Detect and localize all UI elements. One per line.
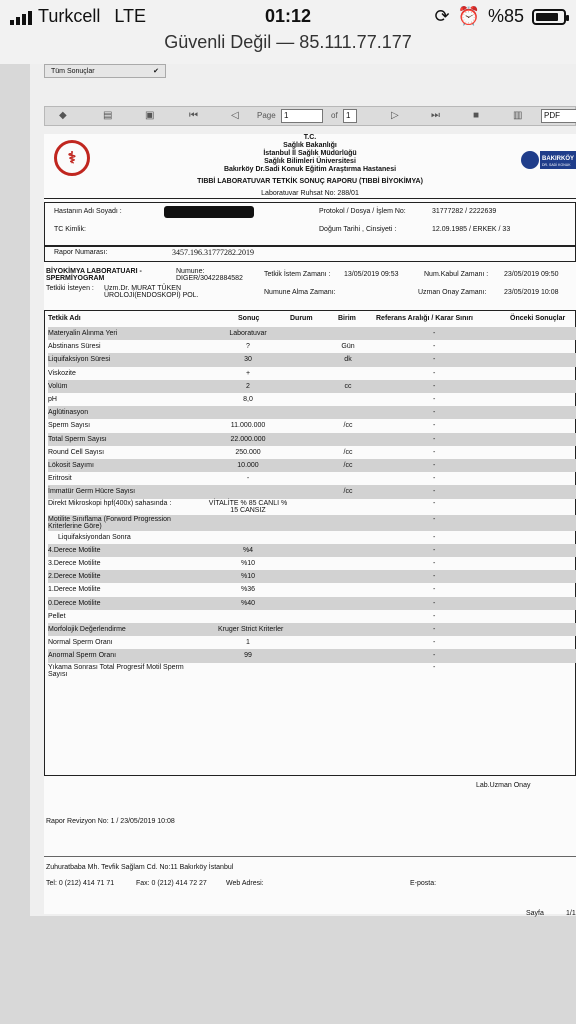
table-row [48, 406, 576, 419]
test-result: 11.000.000 [230, 422, 266, 430]
test-unit: /cc [343, 422, 353, 430]
test-reference: - [433, 488, 436, 496]
sample-label: Numune: [176, 268, 205, 275]
test-reference: - [433, 612, 436, 620]
test-result: ? [246, 343, 250, 351]
report-number-value: 3457.196.31777282.2019 [172, 248, 254, 257]
next-page-icon[interactable]: ▷ [391, 110, 399, 121]
table-row [48, 485, 576, 498]
report-number-box [44, 246, 576, 262]
export-format-icon[interactable]: ▥ [513, 110, 523, 121]
test-reference: - [433, 475, 436, 483]
table-row [48, 597, 576, 610]
battery-fill [536, 13, 558, 21]
col-status: Durum [290, 315, 313, 322]
col-previous: Önceki Sonuçlar [510, 315, 566, 322]
table-row [48, 380, 576, 393]
accept-value: 23/05/2019 09:50 [504, 271, 559, 278]
test-name: Eritrosit [48, 475, 72, 483]
requester-dept: ÜROLOJİ(ENDOSKOPİ) POL. [104, 292, 199, 299]
license-number: Laboratuvar Ruhsat No: 288/01 [261, 190, 359, 197]
report-toolbar [44, 106, 576, 126]
table-row [48, 499, 576, 515]
status-icons [434, 6, 566, 27]
table-row [48, 636, 576, 649]
hospital-address: Zuhuratbaba Mh. Tevfik Sağlam Cd. No:11 Bakırköy İstanbul [46, 864, 234, 871]
table-row [48, 649, 576, 662]
table-row [48, 446, 576, 459]
header-line-4: Sağlık Bilimleri Üniversitesi [264, 158, 356, 165]
test-reference: - [433, 396, 436, 403]
test-result: + [245, 369, 251, 377]
accept-label: Num.Kabul Zamanı : [424, 271, 489, 278]
test-unit: /cc [343, 462, 353, 469]
total-pages-field: 1 [343, 109, 357, 123]
table-row [48, 472, 576, 485]
table-row [48, 570, 576, 583]
protocol-label: Protokol / Dosya / İşlem No: [319, 208, 406, 215]
test-name: Liquifaksiyondan Sonra [58, 533, 131, 541]
table-row [48, 557, 576, 570]
test-name: Motilite Sınıflama (Forword Progression [48, 515, 171, 523]
test-reference: - [433, 586, 436, 594]
report-number-label: Rapor Numarası: [54, 249, 108, 256]
table-row [48, 393, 576, 406]
table-row [48, 515, 576, 531]
test-result: %40 [240, 599, 255, 607]
approve-label: Uzman Onay Zamanı: [418, 289, 487, 296]
test-name: Liquifaksiyon Süresi [48, 356, 111, 364]
test-reference: - [433, 626, 436, 633]
test-name-cont: Sayısı [48, 670, 68, 678]
test-name: Morfolojik Değerlendirme [48, 626, 126, 633]
web-address-label: Web Adresi: [226, 880, 264, 887]
email-label: E-posta: [410, 880, 437, 887]
col-test-name: Tetkik Adı [48, 315, 81, 322]
test-name-cont: Kriterlerine Göre) [48, 522, 102, 530]
request-time-label: Tetkik İstem Zamanı : [264, 271, 331, 278]
col-unit: Birim [338, 315, 356, 322]
test-reference: - [433, 462, 436, 469]
test-name: Viskozite [48, 369, 76, 377]
test-reference: - [433, 448, 436, 456]
test-result: 10.000 [237, 462, 259, 469]
test-name: 1.Derece Motilite [48, 586, 101, 594]
table-row [48, 544, 576, 557]
request-time-value: 13/05/2019 09:53 [344, 271, 399, 278]
test-name: Aglütinasyon [48, 409, 89, 417]
test-name: Round Cell Sayısı [48, 448, 105, 456]
test-result: %36 [240, 586, 255, 594]
prev-page-icon[interactable]: ◁ [231, 110, 239, 121]
page-count-value: 1/1 [566, 910, 576, 917]
sample-time-label: Numune Alma Zamanı: [264, 289, 336, 296]
test-reference: - [433, 639, 436, 647]
test-reference: - [433, 343, 436, 351]
table-row [48, 623, 576, 636]
test-reference: - [433, 652, 436, 660]
table-row [48, 353, 576, 366]
rotation-lock-icon: ⟳ [434, 6, 450, 26]
test-result: 1 [246, 639, 250, 647]
test-name: Volüm [48, 382, 68, 390]
report-title: TIBBİ LABORATUVAR TETKİK SONUÇ RAPORU (TIBBİ BİYOKİMYA) [197, 178, 423, 185]
report-viewer [30, 64, 576, 916]
test-name: Abstinans Süresi [48, 343, 101, 351]
bookmark-icon[interactable]: ◆ [59, 110, 67, 121]
table-row [48, 663, 576, 679]
lab-approval: Lab.Uzman Onay [476, 782, 531, 789]
test-unit: cc [344, 382, 352, 390]
test-result: 99 [244, 652, 252, 660]
print-icon[interactable]: ▤ [103, 110, 113, 121]
table-row [48, 459, 576, 472]
test-reference: - [433, 546, 436, 554]
address-bar[interactable]: Güvenli Değil — 85.111.77.177 [164, 32, 412, 52]
test-result: %4 [242, 546, 254, 554]
test-name: Yıkama Sonrası Total Progresif Motil Sperm [48, 663, 184, 671]
ios-status-bar [0, 0, 576, 64]
footer-divider [44, 856, 576, 857]
test-reference: - [433, 515, 436, 523]
battery-percent: %85 [487, 6, 524, 26]
test-reference: - [433, 499, 436, 507]
battery-icon [532, 9, 566, 25]
table-row [48, 340, 576, 353]
clock: 01:12 [264, 6, 312, 26]
check-icon: ✔ [153, 68, 159, 75]
test-reference: - [433, 560, 436, 567]
test-name: Direkt Mikroskopi hpf(400x) sahasında : [48, 499, 172, 507]
export-icon[interactable]: ▣ [145, 110, 155, 121]
ministry-of-health-logo: ⚕ [54, 140, 90, 176]
test-reference: - [433, 356, 436, 364]
table-row [48, 610, 576, 623]
lab-name-2: SPERMİYOGRAM [46, 275, 105, 282]
test-reference: - [433, 573, 436, 581]
last-page-icon[interactable]: ⏭ [431, 110, 440, 121]
test-unit: Gün [341, 343, 355, 351]
sample-value: DIGER/30422884582 [176, 275, 243, 282]
page-count-label: Sayfa [526, 910, 544, 917]
test-name: Total Sperm Sayısı [48, 435, 107, 443]
test-name: Normal Sperm Oranı [48, 639, 113, 647]
requester-value: Uzm.Dr. MURAT TÜKEN [104, 285, 182, 292]
test-reference: - [433, 330, 436, 337]
birth-label: Doğum Tarihi , Cinsiyeti : [319, 226, 397, 233]
all-results-label: Tüm Sonuçlar [51, 67, 95, 75]
test-result: VİTALİTE % 85 CANLI % [208, 499, 288, 507]
test-result: 30 [244, 356, 252, 364]
table-row [48, 367, 576, 380]
test-result: 8,0 [243, 396, 253, 403]
divider [44, 198, 576, 199]
test-name: İmmatür Germ Hücre Sayısı [48, 488, 136, 496]
table-row [48, 419, 576, 432]
alarm-icon: ⏰ [457, 6, 480, 26]
hospital-logo-text: BAKIRKÖY [542, 156, 575, 162]
lab-report-document [44, 134, 576, 917]
test-result: 22.000.000 [230, 435, 266, 443]
save-icon[interactable]: ■ [473, 110, 480, 121]
test-result: 2 [246, 382, 250, 390]
test-name: pH [48, 396, 57, 403]
hospital-logo-subtext: DR. SADİ KONUK [542, 163, 571, 167]
network-type: LTE [114, 6, 147, 26]
test-result-cont: 15 CANSIZ [230, 506, 266, 514]
col-reference: Referans Aralığı / Karar Sınırı [376, 315, 473, 322]
test-name: Pellet [48, 612, 66, 620]
header-line-2: Sağlık Bakanlığı [283, 142, 337, 149]
birth-value: 12.09.1985 / ERKEK / 33 [432, 226, 511, 233]
header-line-3: İstanbul İl Sağlık Müdürlüğü [263, 150, 357, 157]
test-name: Lökosit Sayımı [48, 462, 94, 469]
approve-value: 23/05/2019 10:08 [504, 289, 559, 296]
test-result: Kruger Strict Kriterler [218, 626, 284, 633]
test-result: - [246, 475, 250, 483]
test-reference: - [433, 369, 436, 377]
page-label: Page [257, 111, 276, 120]
test-reference: - [433, 422, 436, 430]
lab-name: BİYOKİMYA LABORATUARI - [46, 268, 142, 275]
table-row [48, 583, 576, 596]
test-result: 250.000 [235, 448, 261, 456]
patient-name-label: Hastanın Adı Soyadı : [54, 208, 122, 215]
redacted-name [164, 206, 254, 218]
fax-number: Fax: 0 (212) 414 72 27 [136, 880, 207, 887]
table-row [48, 531, 576, 544]
header-line-5: Bakırköy Dr.Sadi Konuk Eğitim Araştırma Hastanesi [223, 166, 397, 173]
requester-label: Tetkiki İsteyen : [46, 285, 94, 292]
header-line-1: T.C. [303, 134, 317, 141]
test-name: Anormal Sperm Oranı [48, 652, 117, 660]
test-result: %10 [240, 573, 255, 581]
test-unit: dk [344, 356, 352, 364]
revision-info: Rapor Revizyon No: 1 / 23/05/2019 10:08 [46, 818, 175, 825]
test-name: 0.Derece Motilite [48, 599, 101, 607]
carrier-name: Turkcell [38, 6, 101, 26]
test-reference: - [433, 382, 436, 390]
test-unit: /cc [343, 448, 353, 456]
test-unit: /cc [343, 488, 353, 496]
test-name: 2.Derece Motilite [48, 573, 101, 581]
test-reference: - [433, 663, 436, 671]
tc-id-label: TC Kimlik: [54, 226, 86, 233]
test-result: %10 [240, 560, 255, 567]
of-label: of [331, 111, 338, 120]
test-name: 4.Derece Motilite [48, 546, 101, 554]
test-name: 3.Derece Motilite [48, 560, 101, 567]
test-reference: - [433, 435, 436, 443]
test-reference: - [433, 599, 436, 607]
test-result: Laboratuvar [229, 330, 267, 337]
col-result: Sonuç [238, 315, 260, 322]
test-reference: - [433, 533, 436, 541]
test-reference: - [433, 409, 436, 417]
export-format-select[interactable]: PDF [541, 109, 576, 123]
first-page-icon[interactable]: ⏮ [189, 110, 198, 121]
table-row [48, 433, 576, 446]
phone-number: Tel: 0 (212) 414 71 71 [46, 880, 115, 887]
table-row [48, 327, 576, 340]
test-name: Sperm Sayısı [48, 422, 91, 430]
protocol-value: 31777282 / 2222639 [432, 208, 497, 215]
test-name: Materyalin Alınma Yeri [48, 330, 118, 337]
page-number-input[interactable]: 1 [281, 109, 323, 123]
all-results-tab[interactable] [44, 64, 166, 78]
